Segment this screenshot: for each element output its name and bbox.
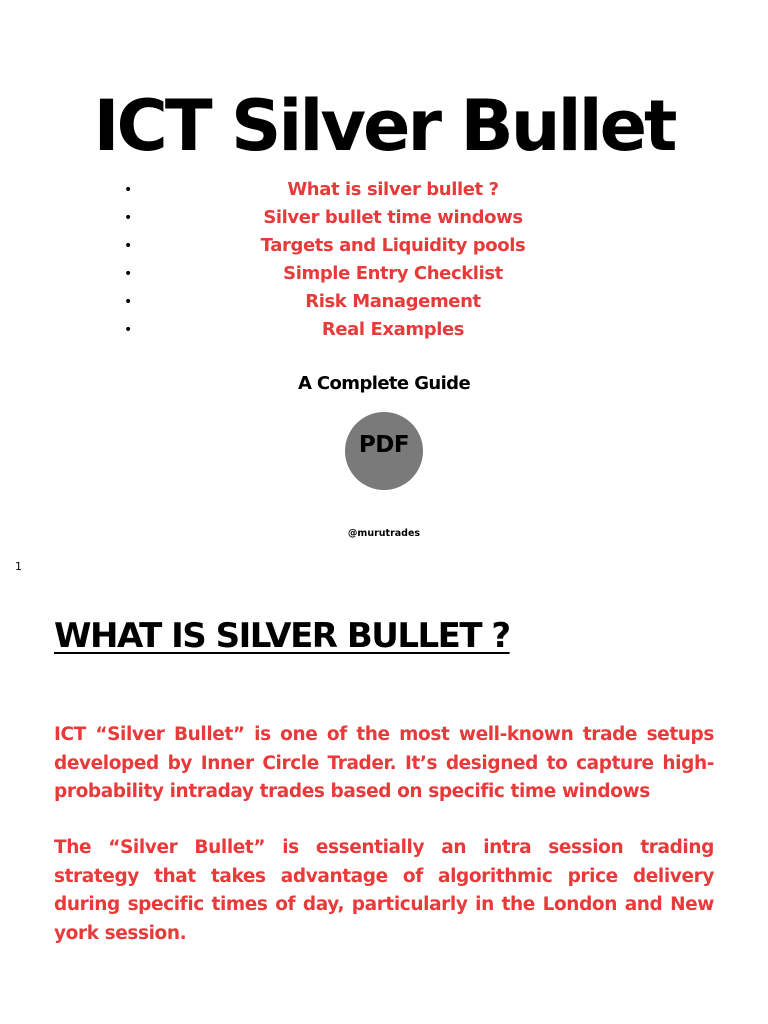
list-item xyxy=(0,260,768,288)
bullet-icon: • xyxy=(124,266,133,282)
subtitle: A Complete Guide xyxy=(297,373,471,394)
list-item xyxy=(0,232,768,260)
bullet-icon: • xyxy=(124,182,133,198)
bullet-icon: • xyxy=(124,210,133,226)
contents-list xyxy=(0,176,768,344)
body-paragraph: ICT “Silver Bullet” is one of the most well-known trade setups developed by Inner Circle Trader. It’s designed to capture high-probability intraday trades based on specific time windows xyxy=(54,724,714,802)
toc-item-what-is-silver-bullet: What is silver bullet ? xyxy=(287,179,499,200)
document-title: ICT Silver Bullet xyxy=(93,85,675,167)
list-item xyxy=(0,316,768,344)
bullet-icon: • xyxy=(124,238,133,254)
toc-item-entry-checklist: Simple Entry Checklist xyxy=(283,263,503,284)
bullet-icon: • xyxy=(124,322,133,338)
pdf-badge-label: PDF xyxy=(358,432,410,458)
body-paragraph: The “Silver Bullet” is essentially an intra session trading strategy that takes advantage of algorithmic price delivery during specific times of day, particularly in the London and New york session. xyxy=(54,837,714,944)
list-item xyxy=(0,288,768,316)
list-item xyxy=(0,176,768,204)
bullet-icon: • xyxy=(124,294,133,310)
author-handle: @murutrades xyxy=(347,528,421,539)
toc-item-targets-liquidity: Targets and Liquidity pools xyxy=(260,235,526,256)
page-number: 1 xyxy=(15,560,22,573)
toc-item-time-windows: Silver bullet time windows xyxy=(263,207,523,228)
list-item xyxy=(0,204,768,232)
section-heading: WHAT IS SILVER BULLET ? xyxy=(54,616,510,656)
toc-item-real-examples: Real Examples xyxy=(321,319,465,340)
toc-item-risk-management: Risk Management xyxy=(305,291,481,312)
pdf-badge xyxy=(345,412,423,490)
